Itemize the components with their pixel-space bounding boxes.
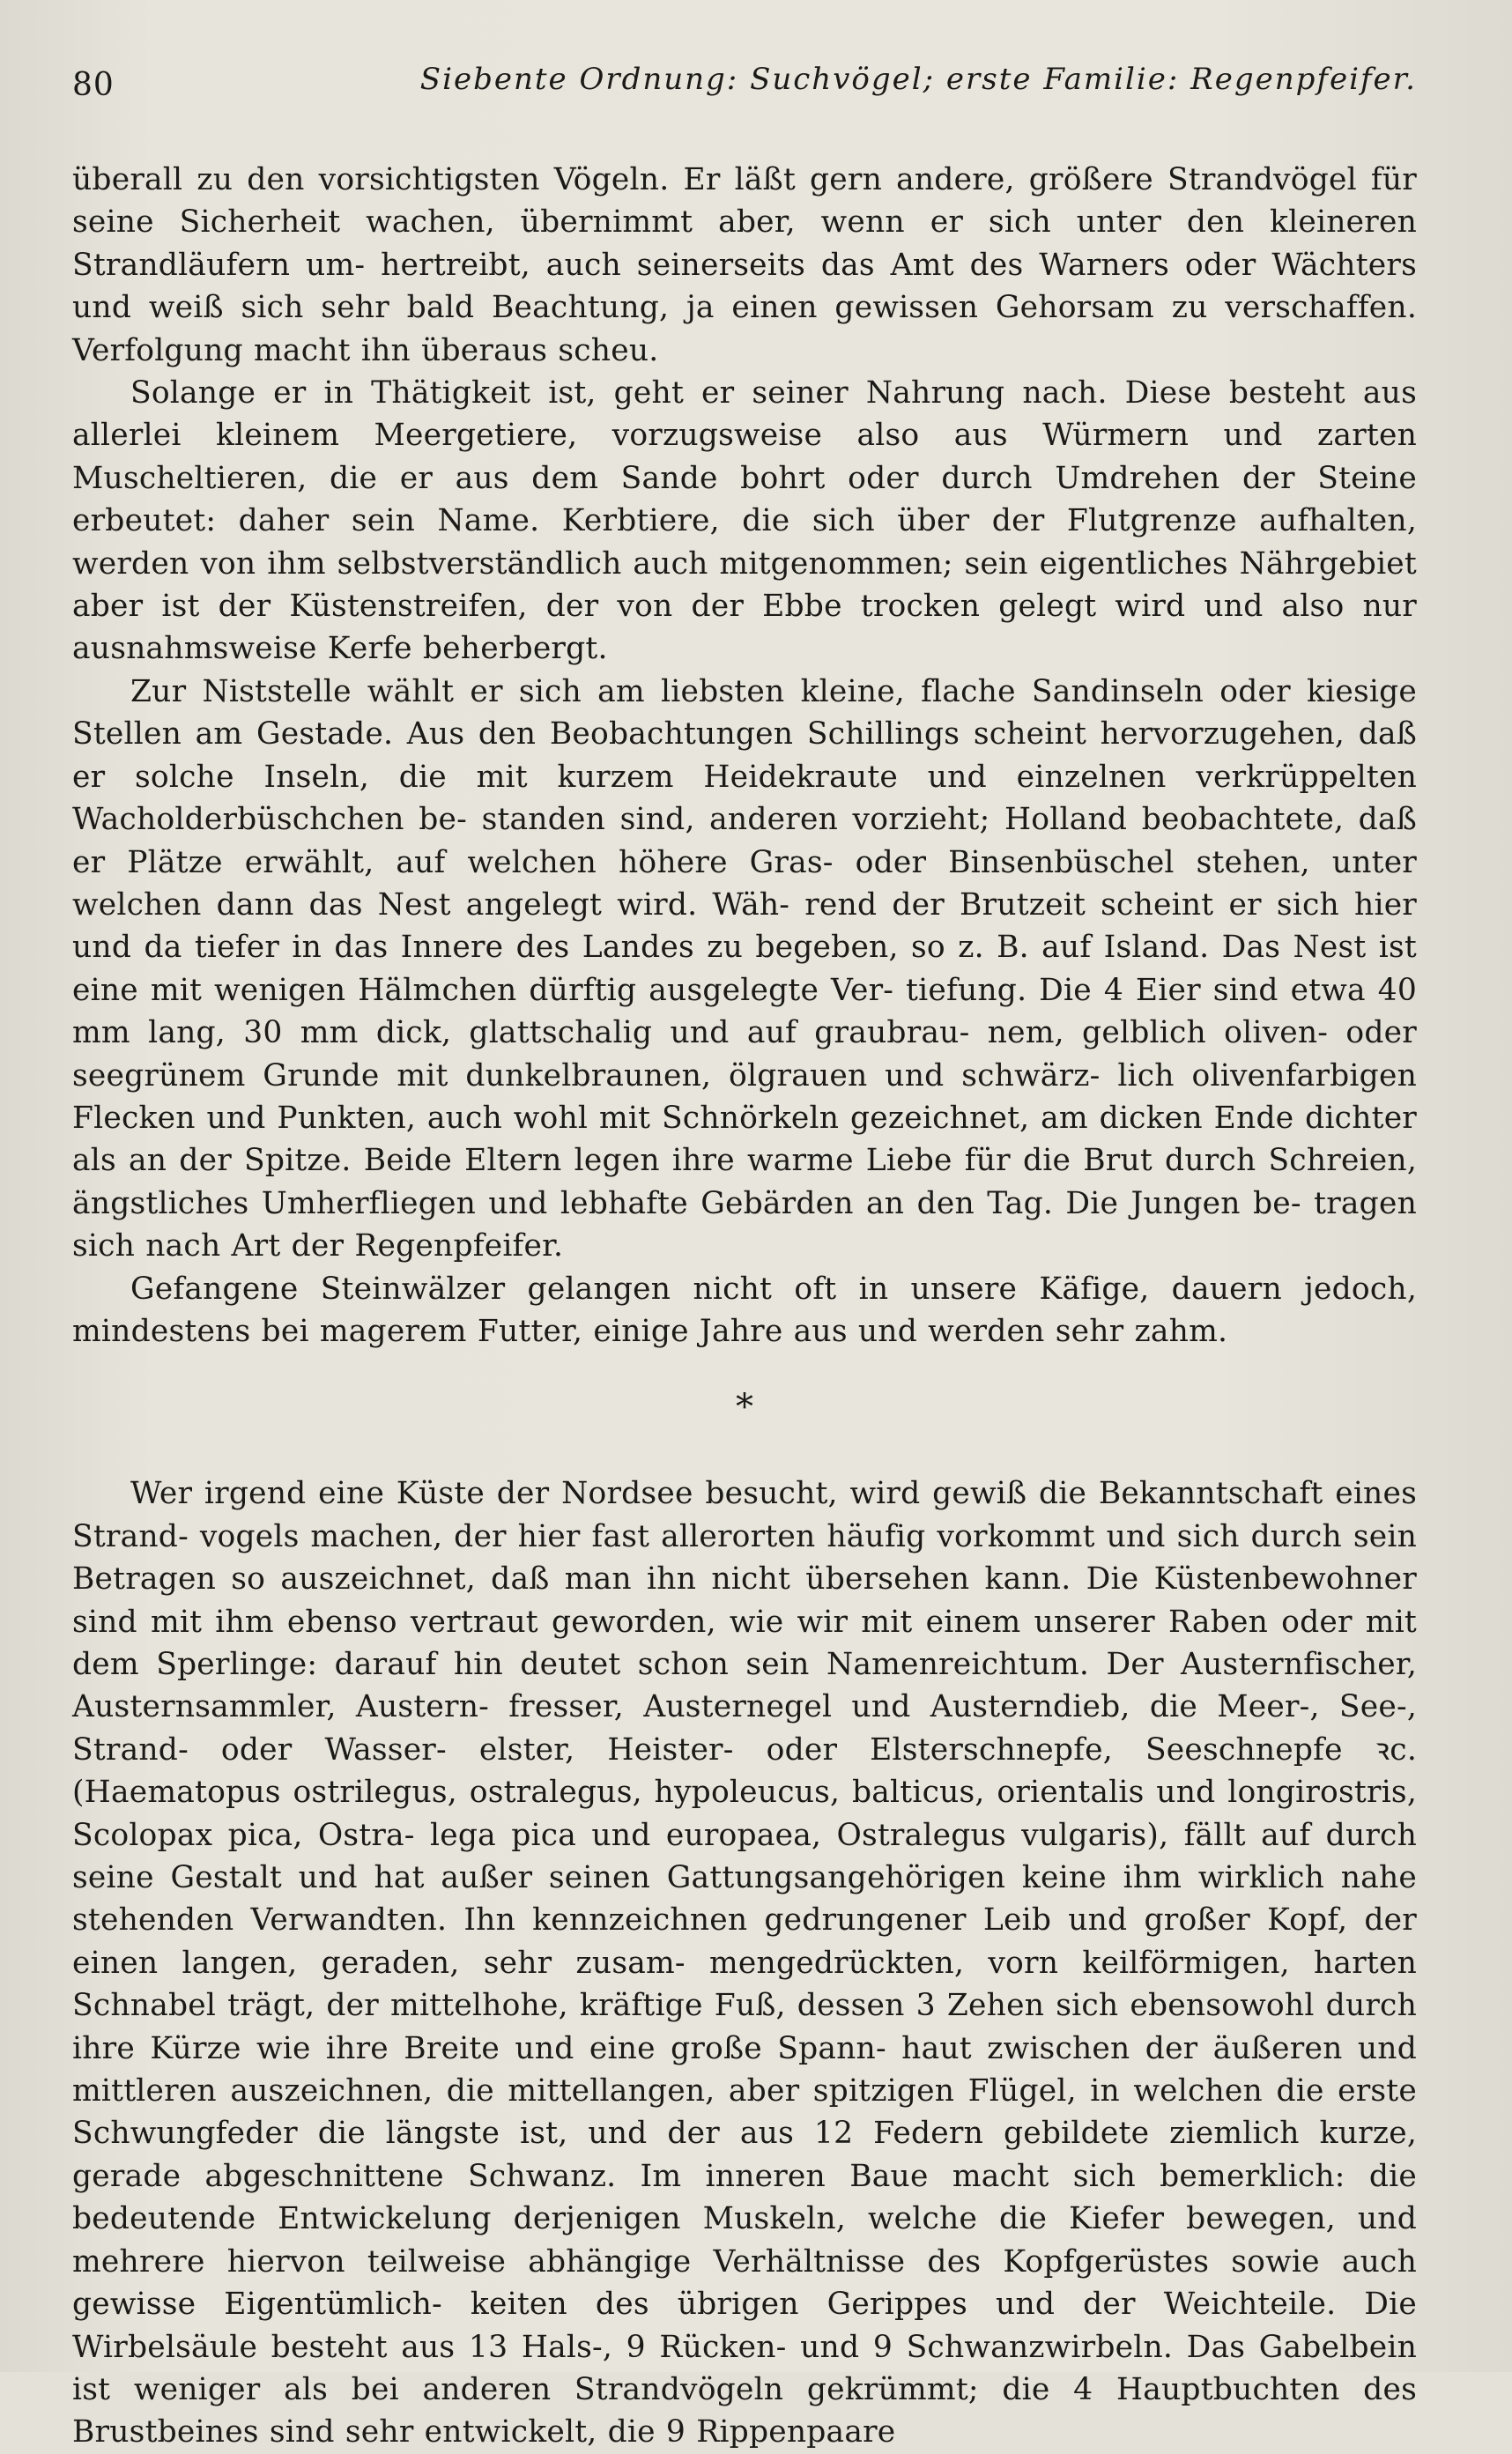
paragraph-continuation: überall zu den vorsichtigsten Vögeln. Er läßt gern andere, größere Strandvögel für seine Sicherheit wachen, übernimmt aber, wenn er sich unter den kleineren Strandläufern um- hertreibt, auch seinerseits das Amt des Warners oder Wächters und weiß sich sehr bald Beachtung, ja einen gewissen Gehorsam zu verschaffen. Verfolgung macht ihn überaus scheu. <box>72 162 1417 368</box>
paragraph-niststelle: Zur Niststelle wählt er sich am liebsten kleine, flache Sandinseln oder kiesige Stellen am Gestade. Aus den Beobachtungen Schillings scheint hervorzugehen, daß er solche Inseln, die mit kurzem Heidekraute und einzelnen verkrüppelten Wacholderbüschchen be- standen sind, anderen vorzieht; Holland beobachtete, daß er Plätze erwählt, auf welchen höhere Gras- oder Binsenbüschel stehen, unter welchen dann das Nest angelegt wird. Wäh- rend der Brutzeit scheint er sich hier und da tiefer in das Innere des Landes zu begeben, so z. B. auf Island. Das Nest ist eine mit wenigen Hälmchen dürftig ausgelegte Ver- tiefung. Die 4 Eier sind etwa 40 mm lang, 30 mm dick, glattschalig und auf graubrau- nem, gelblich oliven- oder seegrünem Grunde mit dunkelbraunen, ölgrauen und schwärz- lich olivenfarbigen Flecken und Punkten, auch wohl mit Schnörkeln gezeichnet, am dicken Ende dichter als an der Spitze. Beide Eltern legen ihre warme Liebe für die Brut durch Schreien, ängstliches Umherfliegen und lebhafte Gebärden an den Tag. Die Jungen be- tragen sich nach Art der Regenpfeifer. <box>72 673 1417 1264</box>
running-head: Siebente Ordnung: Suchvögel; erste Familie: Regenpfeifer. <box>419 62 1417 97</box>
paragraph-austernfischer: Wer irgend eine Küste der Nordsee besucht, wird gewiß die Bekanntschaft eines Strand- vogels machen, der hier fast allerorten häufig vorkommt und sich durch sein Betragen so auszeichnet, daß man ihn nicht übersehen kann. Die Küstenbewohner sind mit ihm ebenso vertraut geworden, wie wir mit einem unserer Raben oder mit dem Sperlinge: darauf hin deutet schon sein Namenreichtum. Der Austernfischer, Austernsammler, Austern- fresser, Austernegel und Austerndieb, die Meer-, See-, Strand- oder Wasser- elster, Heister- oder Elsterschnepfe, Seeschnepfe ꝛc. (Haematopus ostrilegus, ostralegus, hypoleucus, balticus, orientalis und longirostris, Scolopax pica, Ostra- lega pica und europaea, Ostralegus vulgaris), fällt auf durch seine Gestalt und hat außer seinen Gattungsangehörigen keine ihm wirklich nahe stehenden Verwandten. Ihn kennzeichnen gedrungener Leib und großer Kopf, der einen langen, geraden, sehr zusam- mengedrückten, vorn keilförmigen, harten Schnabel trägt, der mittelhohe, kräftige Fuß, dessen 3 Zehen sich ebensowohl durch ihre Kürze wie ihre Breite und eine große Spann- haut zwischen der äußeren und mittleren auszeichnen, die mittellangen, aber spitzigen Flügel, in welchen die erste Schwungfeder die längste ist, und der aus 12 Federn gebildete ziemlich kurze, gerade abgeschnittene Schwanz. Im inneren Baue macht sich bemerklich: die bedeutende Entwickelung derjenigen Muskeln, welche die Kiefer bewegen, und mehrere hiervon teilweise abhängige Verhältnisse des Kopfgerüstes sowie auch gewisse Eigentümlich- keiten des übrigen Gerippes und der Weichteile. Die Wirbelsäule besteht aus 13 Hals-, 9 Rücken- und 9 Schwanzwirbeln. Das Gabelbein ist weniger als bei anderen Strandvögeln gekrümmt; die 4 Hauptbuchten des Brustbeines sind sehr entwickelt, die 9 Rippenpaare <box>72 1476 1417 2450</box>
page-header <box>72 62 1417 118</box>
section-divider-asterisk: * <box>736 1387 753 1428</box>
page-number: 80 <box>72 67 115 103</box>
paragraph-nahrung: Solange er in Thätigkeit ist, geht er seiner Nahrung nach. Diese besteht aus allerlei kleinem Meergetiere, vorzugsweise also aus Würmern und zarten Muscheltieren, die er aus dem Sande bohrt oder durch Umdrehen der Steine erbeutet: daher sein Name. Kerbtiere, die sich über der Flutgrenze aufhalten, werden von ihm selbstverständlich auch mitgenommen; sein eigentliches Nährgebiet aber ist der Küstenstreifen, der von der Ebbe trocken gelegt wird und also nur ausnahmsweise Kerfe beherbergt. <box>72 375 1417 667</box>
paragraph-gefangene: Gefangene Steinwälzer gelangen nicht oft in unsere Käfige, dauern jedoch, mindestens bei magerem Futter, einige Jahre aus und werden sehr zahm. <box>72 1271 1417 1349</box>
